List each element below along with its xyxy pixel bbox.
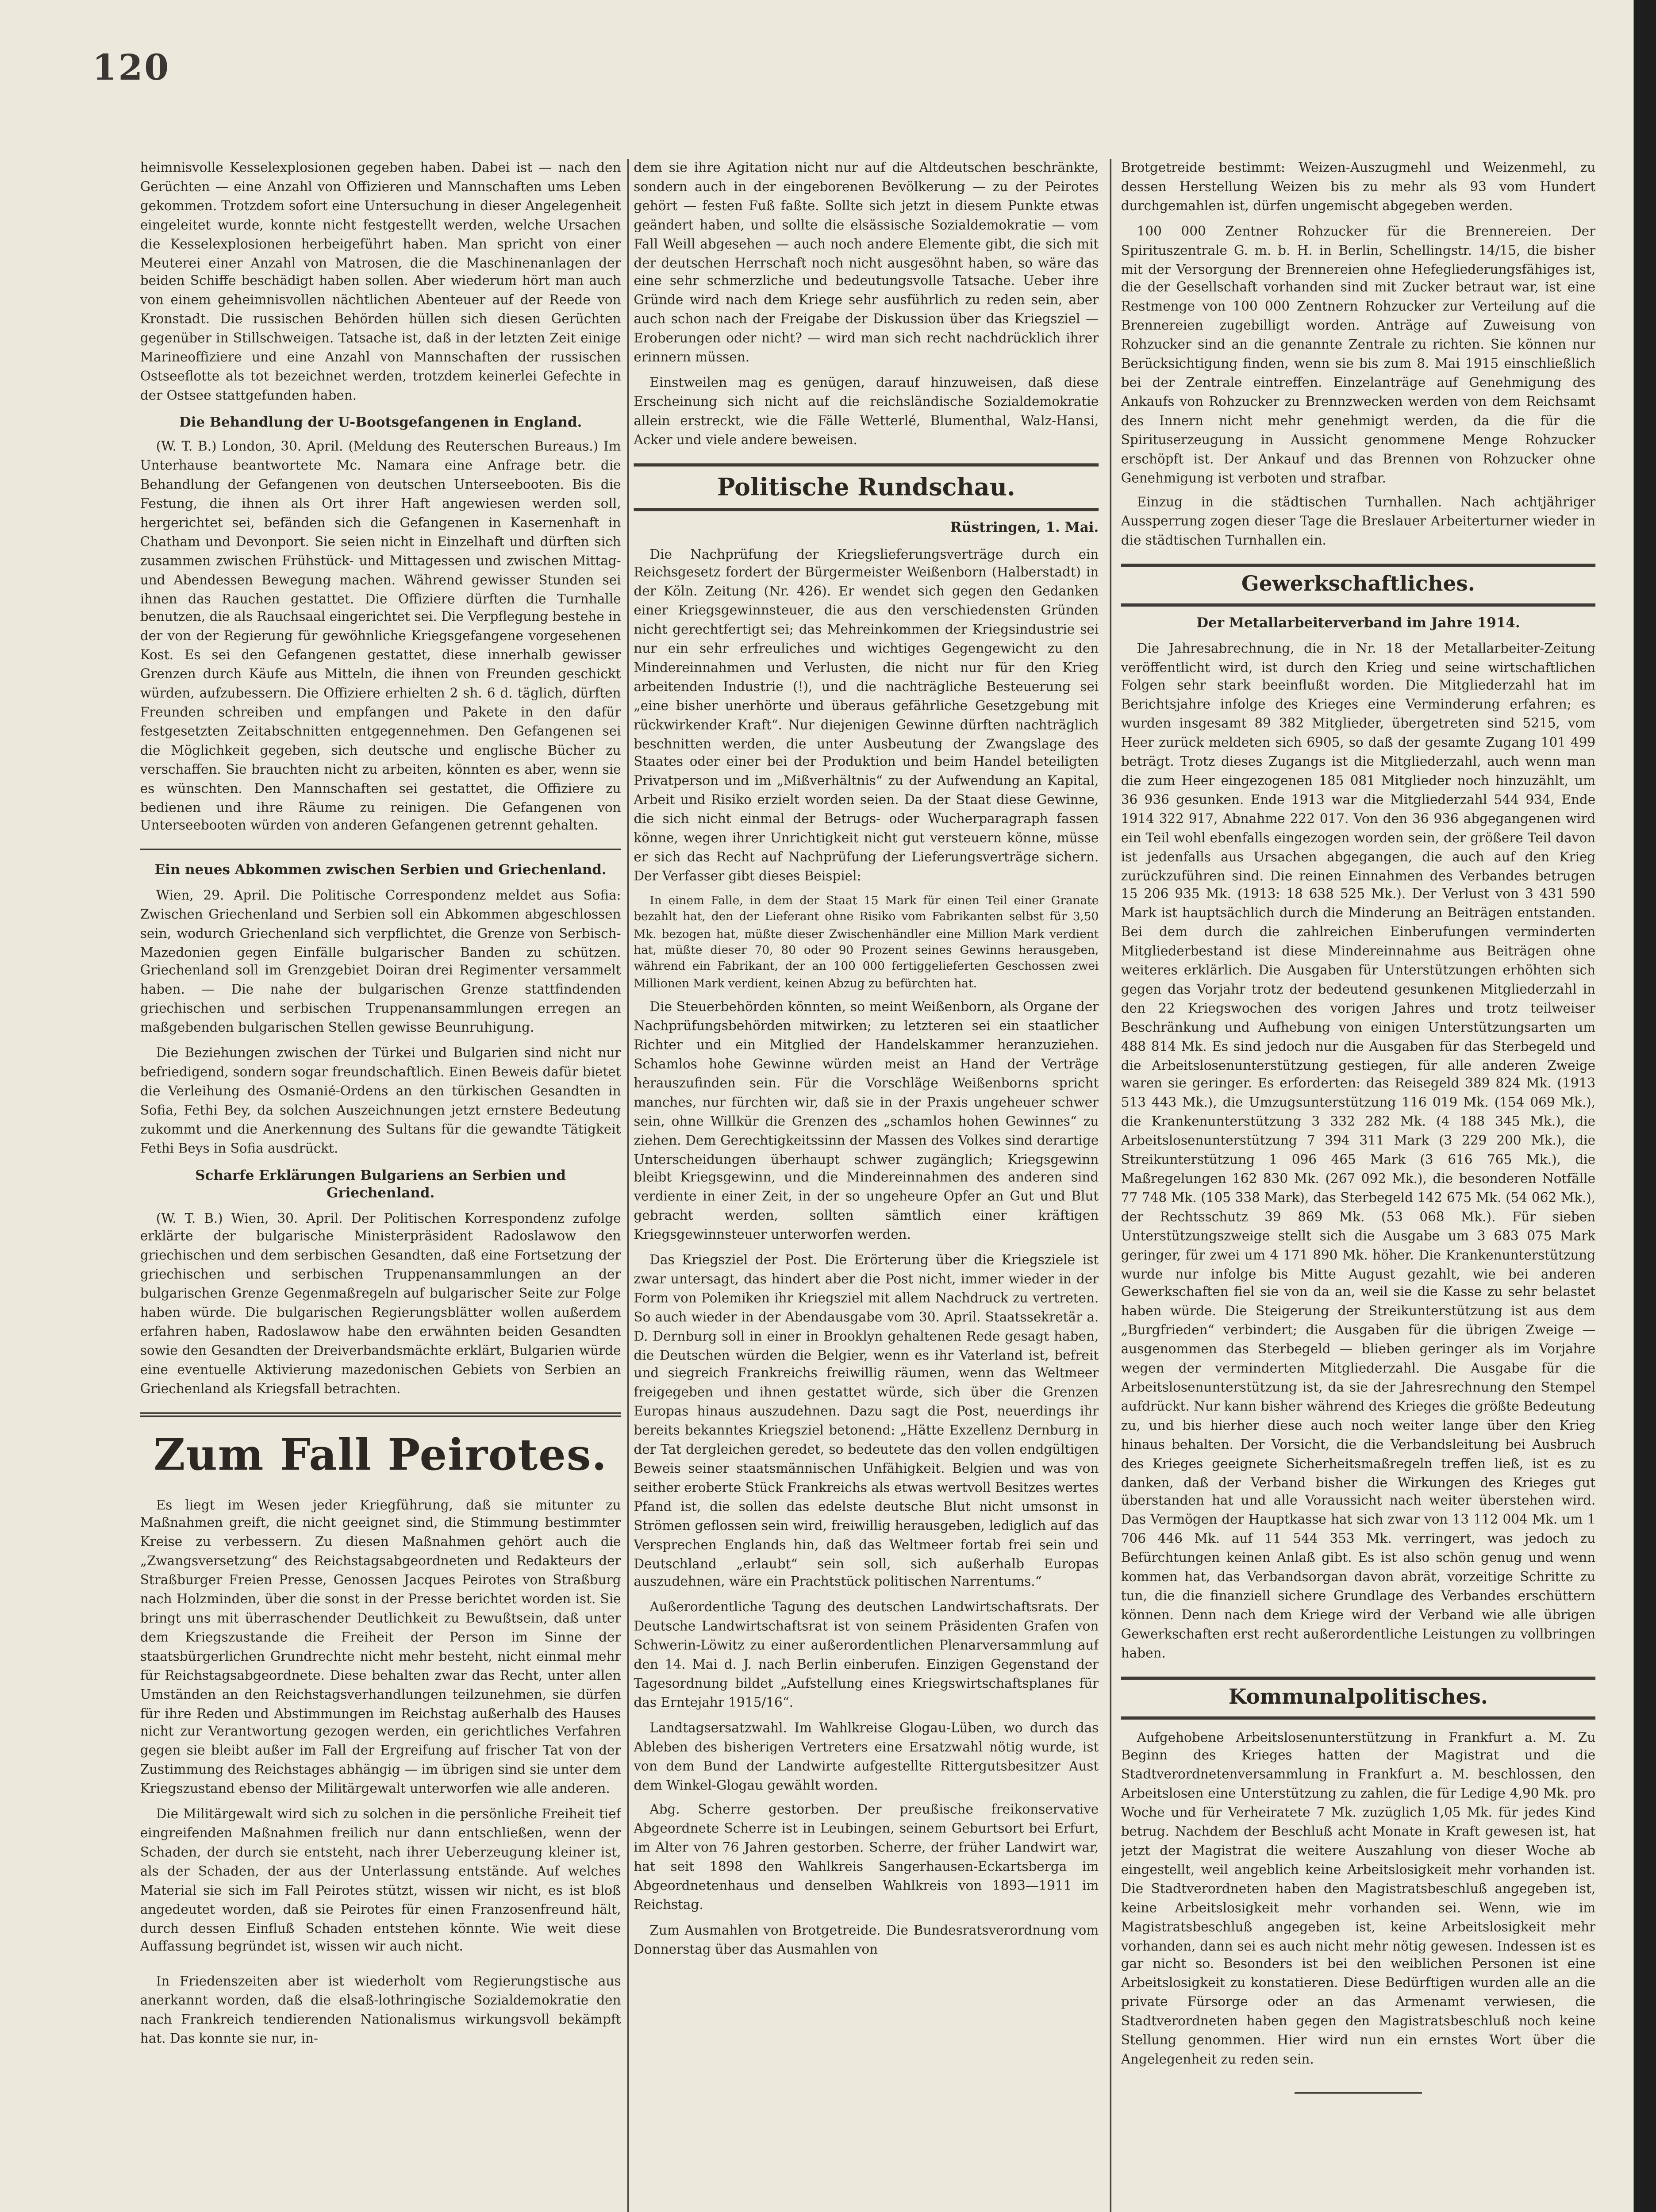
article-text: Einstweilen mag es genügen, darauf hinzuweisen, daß diese Erscheinung sich nicht auf die reichsländische Sozialdemokratie allein erstreckt, wie die Fälle Wetterlé, Blumenthal, Walz-Hansi, Acker und viele andere beweisen.	[634, 374, 1099, 447]
section-heading: Kommunalpolitisches.	[1121, 1676, 1596, 1719]
column-rule	[1110, 159, 1112, 2212]
article-title: Zum Fall Peirotes.	[154, 1430, 607, 1480]
article-text: Landtagsersatzwahl. Im Wahlkreise Glogau-Lüben, wo durch das Ableben des bisherigen Vertreters eine Ersatzwahl nötig wurde, ist von dem Bund der Landwirte aufgestellte Rittergutsbesitzer Aust dem Winkel-Glogau gewählt worden.	[634, 1719, 1099, 1792]
article-text: Die Jahresabrechnung, die in Nr. 18 der Metallarbeiter-Zeitung veröffentlicht wird, ist durch den Krieg und seine wirtschaftlichen Folgen sehr stark beeinflußt worden. Die Mitgliederzahl hat im Berichtsjahre infolge des Krieges eine Verminderung erfahren; es wurden insgesamt 89 382 Mitglieder, übergetreten sind 5215, vom Heer zurück meldeten sich 6905, so daß der gesamte Zugang 101 499 beträgt. Trotz dieses Zugangs ist die Mitgliederzahl, auch wenn man die zum Heer eingezogenen 185 081 Mitglieder noch hinzuzählt, um 36 936 gesunken. Ende 1913 war die Mitgliederzahl 544 934, Ende 1914 322 917, Abnahme 222 017. Von den 36 936 abgegangenen wird ein Teil wohl ebenfalls eingezogen worden sein, der größere Teil davon ist jedenfalls aus Ursachen abgegangen, die auch auf den Krieg zurückzuführen sind. Die reinen Einnahmen des Verbandes betrugen 15 206 935 Mk. (1913: 18 638 525 Mk.). Der Verlust von 3 431 590 Mark ist hauptsächlich durch die Minderung an Beiträgen entstanden. Bei dem durch die zahlreichen Einberufungen verminderten Mitgliederbestand ist diese Mindereinnahme aus Beiträgen ohne weiteres erklärlich. Die Ausgaben für Unterstützungen erhöhten sich gegen das Vorjahr trotz der bedeutend gesunkenen Mitgliederzahl in den 22 Kriegswochen des vorigen Jahres und trotz teilweiser Beschränkung und Aufhebung von einigen Unterstützungsarten um 488 814 Mk. Es sind jedoch nur die Ausgaben für das Sterbegeld und die Arbeitslosenunterstützung gestiegen, für alle anderen Zweige waren sie geringer. Es erforderten: das Reisegeld 389 824 Mk. (1913 513 443 Mk.), die Umzugsunterstützung 116 019 Mk. (154 069 Mk.), die Krankenunterstützung 3 332 282 Mk. (4 188 345 Mk.), die Arbeitslosenunterstützung 7 394 311 Mark (3 229 200 Mk.), die Streikunterstützung 1 096 465 Mark (3 616 765 Mk.), die Maßregelungen 162 830 Mk. (267 092 Mk.), die besonderen Notfälle 77 748 Mk. (105 338 Mark), das Sterbegeld 142 675 Mk. (54 062 Mk.), der Rechtsschutz 39 869 Mk. (53 068 Mk.). Für sieben Unterstützungszweige stellt sich die Ausgabe um 3 683 075 Mark geringer, für zwei um 4 171 890 Mk. höher. Die Krankenunterstützung wurde nur infolge bis Mitte August gezahlt, wie bei anderen Gewerkschaften fiel sie von da an, weil sie die Kasse zu sehr belastet haben würde. Die Steigerung der Streikunterstützung ist aus dem „Burgfrieden“ verbindert; die Ausgaben für die übrigen Zweige — ausgenommen das Sterbegeld — blieben geringer als im Vorjahre wegen der verminderten Mitgliederzahl. Die Ausgabe für die Arbeitslosenunterstützung ist, da sie der Jahresrechnung den Stempel aufdrückt. Nur kann bisher während des Krieges die größte Bedeutung zu, und bis hierher diese auch noch weiter lange über den Krieg hinaus behalten. Der Vorsicht, die die Verbandsleitung bei Ausbruch des Krieges geeignete Sicherheitsmaßregeln treffen ließ, ist es zu danken, daß der Verband bisher die Wirkungen des Krieges gut überstanden hat und alle Voraussicht nach weiter überstehen wird. Das Vermögen der Hauptkasse hat sich zwar von 13 112 004 Mk. um 1 706 446 Mk. auf 11 544 353 Mk. verringert, was jedoch zu Befürchtungen keinen Anlaß gibt. Es ist also schön genug und wenn kommen hat, das Verbandsorgan davon abrät, vorzeitige Schritte zu tun, die die finanziell sichere Grundlage des Verbandes erschüttern können. Denn nach dem Kriege wird der Verband wie alle übrigen Gewerkschaften erst recht außerordentliche Leistungen zu vollbringen haben.	[1121, 639, 1596, 1660]
article-text: Außerordentliche Tagung des deutschen Landwirtschaftsrats. Der Deutsche Landwirtschaftsrat ist von seinem Präsidenten Grafen von Schwerin-Löwitz zu einer außerordentlichen Plenarversammlung auf den 14. Mai d. J. nach Berlin einberufen. Einzigen Gegenstand der Tagesordnung bildet „Aufstellung eines Kriegswirtschaftsplanes für das Erntejahr 1915/16“.	[634, 1599, 1099, 1710]
article-text: Die Nachprüfung der Kriegslieferungsverträge durch ein Reichsgesetz fordert der Bürgermeister Weißenborn (Halberstadt) in der Köln. Zeitung (Nr. 426). Er wendet sich gegen den Gedanken einer Kriegsgewinnsteuer, die aus den verschiedensten Gründen nicht gerechtfertigt sei; das Mehreinkommen der Kriegsindustrie sei nur ein sehr erfreuliches und wichtiges Gegengewicht zu den Mindereinnahmen und Verlusten, die nicht nur für den Krieg arbeitenden Industrie (!), und die nachträgliche Besteuerung sei „eine bisher unerhörte und überaus gefährliche Gesetzgebung mit rückwirkender Kraft“. Nur diejenigen Gewinne dürften nachträglich beschnitten werden, die unter Ausbeutung der Zwangslage des Staates oder einer bei der Produktion und beim Handel beteiligten Privatperson und im „Mißverhältnis“ zu der Aufwendung an Kapital, Arbeit und Risiko erzielt worden seien. Da der Staat diese Gewinne, die sich nicht einmal der Betrugs- oder Wucherparagraph fassen könne, wegen ihrer Unrichtigkeit nicht gut versteuern könne, müsse er sich das Recht auf Nachprüfung der Lieferungsverträge sichern. Der Verfasser gibt dieses Beispiel:	[634, 545, 1099, 884]
column-1	[140, 159, 621, 2212]
dateline: Rüstringen, 1. Mai.	[950, 520, 1099, 536]
article-text: (W. T. B.) Wien, 30. April. Der Politischen Korrespondenz zufolge erklärte der bulgarische Ministerpräsident Radoslawow den griechischen und dem serbischen Gesandten, daß eine Fortsetzung der griechischen und serbischen Truppenansammlungen an der bulgarischen Grenze Gegenmaßregeln auf bulgarischer Seite zur Folge haben würde. Die bulgarischen Regierungsblätter wollen außerdem erfahren haben, Radoslawow habe den erwähnten beiden Gesandten sowie den Gesandten der Dreiverbandsmächte erklärt, Bulgarien würde eine eventuelle Aktivierung mazedonischen Gebiets von Serbien an Griechenland als Kriegsfall betrachten.	[140, 1209, 621, 1396]
article-text: Zum Ausmahlen von Brotgetreide. Die Bundesratsverordnung vom Donnerstag über das Ausmahlen von	[634, 1921, 1099, 1957]
article-text: Die Steuerbehörden könnten, so meint Weißenborn, als Organe der Nachprüfungsbehörden mitwirken; zu letzteren sei ein staatlicher Richter und ein Mitglied der Handelskammer heranzuziehen. Schamlos hohe Gewinne würden meist an Hand der Verträge herauszufinden sein. Für die Vorschläge Weißenborns spricht manches, nur fürchten wir, daß sie in der Praxis ungeheuer schwer sein, ohne Willkür die Grenzen des „schamlos hohen Gewinnes“ zu ziehen. Dem Gerechtigkeitssinn der Massen des Volkes sind derartige Unterscheidungen überhaupt schwer zugänglich; Kriegsgewinn bleibt Kriegsgewinn, und die Mindereinnahmen des anderen sind verdiente in einer Zeit, in der so ungeheure Opfer an Gut und Blut gebracht werden, sollten sämtlich einer kräftigen Kriegsgewinnsteuer unterworfen werden.	[634, 998, 1099, 1242]
page-number: 120	[92, 47, 170, 89]
article-text: Abg. Scherre gestorben. Der preußische freikonservative Abgeordnete Scherre ist in Leubingen, seinem Geburtsort bei Erfurt, im Alter von 76 Jahren gestorben. Scherre, der früher Landwirt war, hat seit 1898 den Wahlkreis Sangerhausen-Eckartsberga im Abgeordnetenhaus und denselben Wahlkreis von 1893—1911 im Reichstag.	[634, 1801, 1099, 1912]
article-text: Einzug in die städtischen Turnhallen. Nach achtjähriger Aussperrung zogen dieser Tage die Breslauer Arbeiterturner wieder in die städtischen Turnhallen ein.	[1121, 494, 1596, 548]
article-heading: Scharfe Erklärungen Bulgariens an Serbien und Griechenland.	[195, 1167, 566, 1202]
article-text: Brotgetreide bestimmt: Weizen-Auszugmehl und Weizenmehl, zu dessen Herstellung Weizen bis zu mehr als 93 vom Hundert durchgemahlen ist, dürfen ungemischt abgegeben werden.	[1121, 159, 1596, 213]
article-heading: Der Metallarbeiterverband im Jahre 1914.	[1196, 616, 1520, 633]
section-heading: Politische Rundschau.	[634, 463, 1099, 511]
article-text: Aufgehobene Arbeitslosenunterstützung in Frankfurt a. M. Zu Beginn des Krieges hatten der Magistrat und die Stadtverordnetenversammlung in Frankfurt a. M. beschlossen, den Arbeitslosen eine Unterstützung zu zahlen, die für Ledige 4,90 Mk. pro Woche und für Verheiratete 7 Mk. zuzüglich 1,05 Mk. für jedes Kind betrug. Nachdem der Beschluß acht Monate in Kraft gewesen ist, hat jetzt der Magistrat die weitere Auszahlung von dieser Woche ab eingestellt, weil angeblich keine Arbeitslosigkeit mehr vorhanden ist. Die Stadtverordneten haben den Magistratsbeschluß angegeben ist, keine Arbeitslosigkeit mehr vorhanden sei. Wenn, wie im Magistratsbeschluß angegeben ist, keine Arbeitslosigkeit mehr vorhanden, dann sei es auch nicht mehr nötig gewesen. Indessen ist es gar nicht so. Besonders ist bei den weiblichen Personen ist eine Arbeitslosigkeit zu konstatieren. Diese Bedürftigen wurden alle an die private Fürsorge oder an das Armenamt verwiesen, die Stadtverordneten haben gegen den Magistratsbeschluß noch keine Stellung genommen. Hier wird nun ein ernstes Wort über die Angelegenheit zu reden sein.	[1121, 1728, 1596, 2067]
section-heading: Gewerkschaftliches.	[1121, 564, 1596, 607]
article-text: (W. T. B.) London, 30. April. (Meldung des Reuterschen Bureaus.) Im Unterhause beantwortete Mc. Namara eine Anfrage betr. die Behandlung der Gefangenen von deutschen Unterseebooten. Bis die Festung, die ihnen als Ort ihrer Haft angewiesen werden soll, hergerichtet sei, befänden sich die Gefangenen in Kasernenhaft in Chatham und Devonport. Sie seien nicht in Einzelhaft und dürften sich zusammen zwischen Frühstück- und Mittagessen und zwischen Mittag- und Abendessen Bewegung machen. Während gewisser Stunden sei ihnen das Rauchen gestattet. Die Offiziere dürften die Turnhalle benutzen, die als Rauchsaal eingerichtet sei. Die Verpflegung bestehe in der von der Regierung für gewöhnliche Kriegsgefangene vorgesehenen Kost. Es sei den Gefangenen gestattet, diese innerhalb gewisser Grenzen durch Käufe aus Mitteln, die ihnen von Freunden geschickt würden, aufzubessern. Die Offiziere erhielten 2 sh. 6 d. täglich, dürften Freunden schreiben und empfangen und Pakete in den dafür festgesetzten Zeitabschnitten entgegennehmen. Den Gefangenen sei die Möglichkeit gegeben, sich deutsche und englische Bücher zu verschaffen. Sie brauchten nicht zu arbeiten, könnten es aber, wenn sie es wünschten. Den Mannschaften sei gestattet, die Offiziere zu bedienen und ihre Räume zu reinigen. Die Gefangenen von Unterseebooten würden von anderen Gefangenen getrennt gehalten.	[140, 438, 621, 833]
article-text: Die Militärgewalt wird sich zu solchen in die persönliche Freiheit tief eingreifenden Maßnahmen freilich nur dann entschließen, wenn der Schaden, der durch sie entsteht, nach ihrer Ueberzeugung kleiner ist, als der Schaden, der aus der Unterlassung entstände. Auf welches Material sie sich im Fall Peirotes stützt, wissen wir nicht, es ist bloß angedeutet worden, daß sie Peirotes für einen Franzosenfreund hält, durch dessen Einfluß Schaden entstehen könnte. Wie weit diese Auffassung begründet ist, wissen wir auch nicht.	[140, 1805, 621, 1955]
article-text: 100 000 Zentner Rohzucker für die Brennereien. Der Spirituszentrale G. m. b. H. in Berlin, Schellingstr. 14/15, die bisher mit der Versorgung der Brennereien ohne Hefegliederungsfähiges ist, die der Gesellschaft vorhanden sind mit Zucker betraut war, ist eine Restmenge von 100 000 Zentnern Rohzucker zur Verteilung auf die Brennereien zugebilligt worden. Anträge auf Zuweisung von Rohzucker sind an die genannte Zentrale zu richten. Sie können nur Berücksichtigung finden, wenn sie bis zum 8. Mai 1915 einschließlich bei der Zentrale eintreffen. Einzelanträge auf Genehmigung des Ankaufs von Rohzucker zu Brennzwecken werden von dem Reichsamt des Innern nicht mehr genehmigt werden, da die für die Spirituserzeugung in Aussicht genommene Menge Rohzucker erschöpft ist. Der Ankauf und das Brennen von Rohzucker ohne Genehmigung ist verboten und strafbar.	[1121, 222, 1596, 485]
column-3	[1121, 159, 1596, 2212]
article-text: heimnisvolle Kesselexplosionen gegeben haben. Dabei ist — nach den Gerüchten — eine Anzahl von Offizieren und Mannschaften ums Leben gekommen. Trotzdem sofort eine Untersuchung in dieser Angelegenheit eingeleitet wurde, konnte nicht festgestellt werden, welche Ursachen die Kesselexplosionen herbeigeführt haben. Man spricht von einer Meuterei einer Anzahl von Matrosen, die die Maschinenanlagen der beiden Schiffe beschädigt haben sollen. Aber wiederum hört man auch von einem geheimnisvollen nächtlichen Abenteuer auf der Reede von Kronstadt. Die russischen Behörden hüllen sich diesen Gerüchten gegenüber in Stillschweigen. Tatsache ist, daß in der letzten Zeit einige Marineoffiziere und eine Anzahl von Mannschaften der russischen Ostseeflotte als tot bezeichnet werden, trotzdem keinerlei Gefechte in der Ostsee stattgefunden haben.	[140, 159, 621, 403]
article-text: Die Beziehungen zwischen der Türkei und Bulgarien sind nicht nur befriedigend, sondern sogar freundschaftlich. Einen Beweis dafür bietet die Verleihung des Osmanié-Ordens an den türkischen Gesandten in Sofia, Fethi Bey, da solchen Auszeichnungen jetzt ernstere Bedeutung zukommt und die Anerkennung des Sultans für die gewandte Tätigkeit Fethi Beys in Sofia ausdrückt.	[140, 1045, 621, 1156]
article-text: Das Kriegsziel der Post. Die Erörterung über die Kriegsziele ist zwar untersagt, das hindert aber die Post nicht, immer wieder in der Form von Polemiken ihr Kriegsziel mit allem Nachdruck zu vertreten. So auch wieder in der Abendausgabe vom 30. April. Staatssekretär a. D. Dernburg soll in einer in Brooklyn gehaltenen Rede gesagt haben, die Deutschen würden die Belgier, wenn es ihr Vaterland ist, befreit und siegreich Frankreichs freiwillig räumen, wenn das Weltmeer freigegeben und ihnen gestattet würde, sich über die Grenzen Europas hinaus auszudehnen. Dazu sagt die Post, neuerdings ihr bereits bekanntes Kriegsziel betonend: „Hätte Exzellenz Dernburg in der Tat dergleichen geredet, so bedeutete das den vollen endgültigen Beweis seiner staatsmännischen Unfähigkeit. Belgien und was von seither eroberte Stück Frankreichs als etwas wertvoll Besitzes wertes Pfand ist, die sollen das edelste deutsche Blut nicht umsonst in Strömen geflossen sein wird, freiwillig herausgeben, lediglich auf das Versprechen Englands hin, daß das Weltmeer fortab frei sein und Deutschland „erlaubt“ sein soll, sich außerhalb Europas auszudehnen, wäre ein Prachtstück politischen Narrentums.“	[634, 1251, 1099, 1590]
divider	[140, 849, 621, 851]
column-rule	[627, 159, 629, 2212]
article-text: Wien, 29. April. Die Politische Correspondenz meldet aus Sofia: Zwischen Griechenland und Serbien soll ein Abkommen abgeschlossen sein, wodurch Griechenland sich verpflichtet, die Grenze von Serbisch-Mazedonien gegen Einfälle bulgarischer Banden zu schützen. Griechenland soll im Grenzgebiet Doiran drei Regimenter versammelt haben. — Die nahe der bulgarischen Grenze stattfindenden griechischen und serbischen Truppenansammlungen erregen an maßgebenden bulgarischen Stellen gewisse Beunruhigung.	[140, 886, 621, 1035]
page-edge	[1634, 0, 1656, 2212]
divider	[140, 1412, 621, 1417]
article-heading: Ein neues Abkommen zwischen Serbien und Griechenland.	[154, 863, 607, 879]
article-text: dem sie ihre Agitation nicht nur auf die Altdeutschen beschränkte, sondern auch in der eingeborenen Bevölkerung — zu der Peirotes gehört — festen Fuß faßte. Sollte sich jetzt in diesem Punkte etwas geändert haben, und sollte die elsässische Sozialdemokratie — vom Fall Weill abgesehen — auch noch andere Elemente gibt, die sich mit der deutschen Herrschaft noch nicht ausgesöhnt haben, so wäre das eine sehr schmerzliche und bedeutungsvolle Tatsache. Ueber ihre Gründe wird nach dem Kriege sehr ausführlich zu reden sein, aber auch schon nach der Freigabe der Diskussion über das Kriegsziel — Eroberungen oder nicht? — wird man sich recht nachdrücklich ihrer erinnern müssen.	[634, 159, 1099, 365]
article-text: In Friedenszeiten aber ist wiederholt vom Regierungstische aus anerkannt worden, daß die elsaß-lothringische Sozialdemokratie den nach Frankreich tendierenden Nationalismus wirkungsvoll bekämpft hat. Das konnte sie nur, in-	[140, 1973, 621, 2046]
quoted-text: In einem Falle, in dem der Staat 15 Mark für einen Teil einer Granate bezahlt hat, den der Lieferant ohne Risiko vom Fabrikanten selbst für 3,50 Mk. bezogen hat, müßte dieser Zwischenhändler eine Million Mark verdient hat, müßte dieser 70, 80 oder 90 Prozent seines Gewinns herausgeben, während ein Fabrikant, der an 100 000 fertiggelieferten Geschossen zwei Millionen Mark verdient, keinen Abzug zu befürchten hat.	[634, 893, 1099, 991]
column-2	[634, 159, 1099, 2212]
article-text: Es liegt im Wesen jeder Kriegführung, daß sie mitunter zu Maßnahmen greift, die nicht geeignet sind, die Stimmung bestimmter Kreise zu verbessern. Zu diesen Maßnahmen gehört auch die „Zwangsversetzung“ des Reichstagsabgeordneten und Redakteurs der Straßburger Freien Presse, Genossen Jacques Peirotes von Straßburg nach Holzminden, über die sonst in der Presse berichtet worden ist. Sie bringt uns mit überraschender Deutlichkeit zu Bewußtsein, daß unter dem Kriegszustande die Freiheit der Person im Sinne der staatsbürgerlichen Grundrechte nicht mehr besteht, nicht einmal mehr für Reichstagsabgeordnete. Diese behalten zwar das Recht, unter allen Umständen an den Reichstagsverhandlungen teilzunehmen, sie dürfen für ihre Reden und Abstimmungen im Reichstag außerhalb des Hauses nicht zur Verantwortung gezogen werden, ein gerichtliches Verfahren gegen sie bleibt außer im Fall der Ergreifung auf frischer Tat von der Zustimmung des Reichstages abhängig — im übrigen sind sie unter dem Kriegszustand ebenso der Militärgewalt unterworfen wie alle anderen.	[140, 1496, 621, 1797]
end-rule	[1295, 2092, 1422, 2094]
article-heading: Die Behandlung der U-Bootsgefangenen in England.	[179, 415, 582, 431]
